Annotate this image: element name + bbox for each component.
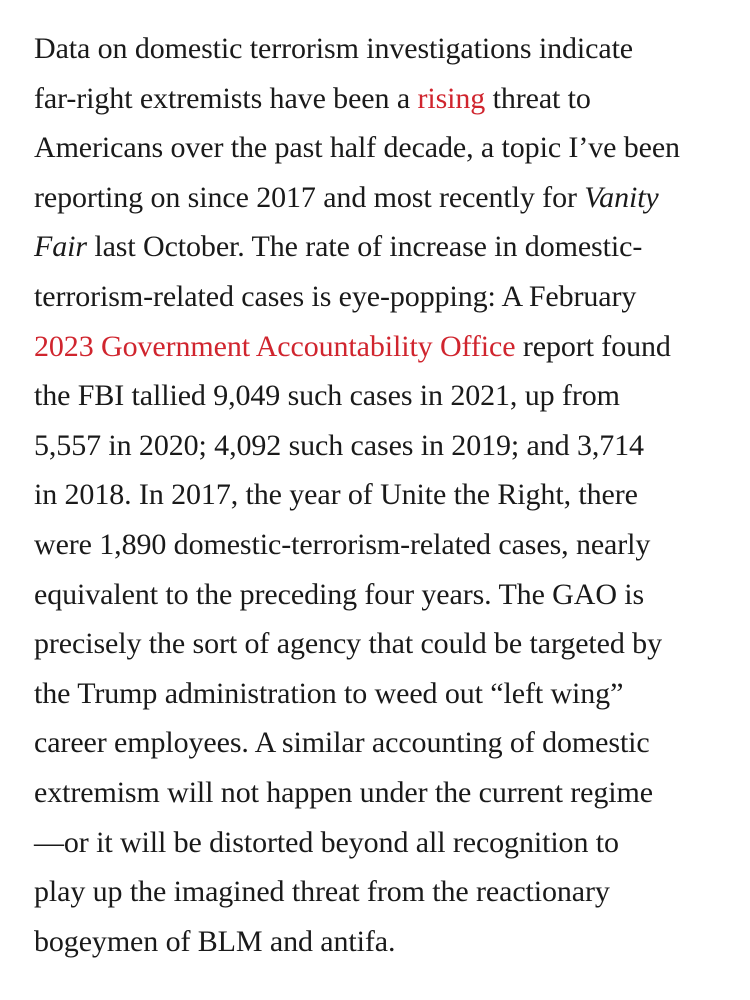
- text-line-6: terrorism-related cases is eye-popping: A February: [34, 279, 637, 313]
- publication-name-vanity: Vanity: [584, 180, 659, 214]
- text-line-5: Fair last October. The rate of increase in domestic-: [34, 230, 643, 264]
- text-line-1: Data on domestic terrorism investigations indicate: [34, 32, 634, 65]
- text-line-4: reporting on since 2017 and most recently for Vanity: [34, 180, 659, 214]
- text-line-8: the FBI tallied 9,049 such cases in 2021, up from: [34, 379, 620, 413]
- text-line-7: 2023 Government Accountability Office report found: [34, 329, 671, 363]
- text-line-13: precisely the sort of agency that could be targeted by: [34, 627, 662, 661]
- rising-link[interactable]: rising: [417, 81, 486, 115]
- text-line-14: the Trump administration to weed out “left wing”: [34, 676, 624, 710]
- text-line-15: career employees. A similar accounting of domestic: [34, 726, 650, 760]
- text-line-16: extremism will not happen under the current regime: [34, 775, 653, 809]
- text-line-18: play up the imagined threat from the reactionary: [34, 875, 610, 909]
- text-line-2: far-right extremists have been a rising threat to: [34, 81, 591, 115]
- text-line-11: were 1,890 domestic-terrorism-related cases, nearly: [34, 527, 651, 561]
- text-line-17: —or it will be distorted beyond all recognition to: [34, 825, 619, 859]
- article-paragraph: [34, 24, 724, 966]
- text-line-12: equivalent to the preceding four years. The GAO is: [34, 577, 645, 611]
- publication-name-fair: Fair: [34, 230, 87, 264]
- text-line-9: 5,557 in 2020; 4,092 such cases in 2019; and 3,714: [34, 428, 644, 462]
- text-line-19: bogeymen of BLM and antifa.: [34, 924, 396, 958]
- text-line-10: in 2018. In 2017, the year of Unite the Right, there: [34, 478, 638, 512]
- gao-report-link[interactable]: 2023 Government Accountability Office: [34, 329, 516, 363]
- text-line-3: Americans over the past half decade, a topic I’ve been: [34, 131, 680, 165]
